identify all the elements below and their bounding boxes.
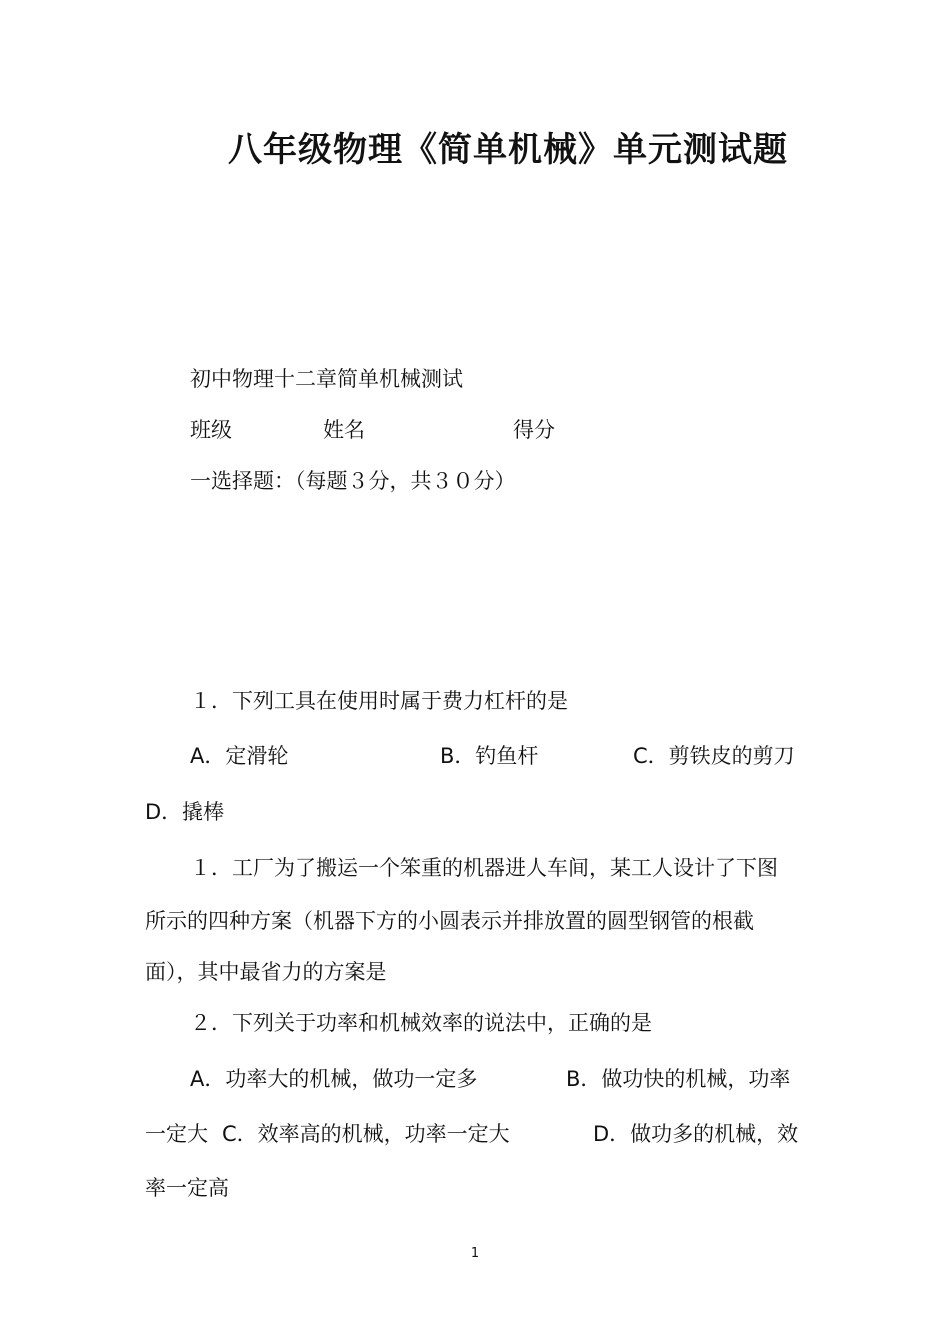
question-2-option-b: B．做功快的机械，功率	[566, 1067, 791, 1091]
question-2-option-d: D．做功多的机械，效	[593, 1122, 799, 1146]
question-1-option-a: A．定滑轮	[190, 744, 289, 768]
name-label: 姓名	[323, 418, 365, 442]
question-1-option-d: D．撬棒	[145, 800, 225, 824]
question-1b-line-2: 所示的四种方案（机器下方的小圆表示并排放置的圆型钢管的根截	[145, 909, 754, 933]
score-label: 得分	[513, 418, 555, 442]
class-label: 班级	[190, 418, 232, 442]
question-1b-line-3: 面），其中最省力的方案是	[145, 960, 387, 984]
question-1-option-b: B．钓鱼杆	[440, 744, 539, 768]
question-2-option-c: C．效率高的机械，功率一定大	[222, 1122, 510, 1146]
question-1-option-c: C．剪铁皮的剪刀	[633, 744, 795, 768]
page-number: 1	[470, 1246, 480, 1261]
question-1b-line-1: １．工厂为了搬运一个笨重的机器进人车间，某工人设计了下图	[190, 856, 778, 880]
section-heading: 一选择题：（每题３分，共３０分）	[190, 469, 516, 493]
question-2-option-a: A．功率大的机械，做功一定多	[190, 1067, 478, 1091]
question-2-option-d-cont: 率一定高	[145, 1176, 229, 1200]
subtitle: 初中物理十二章简单机械测试	[190, 367, 463, 391]
question-2-stem: ２．下列关于功率和机械效率的说法中，正确的是	[190, 1011, 652, 1035]
question-2-option-b-cont: 一定大	[145, 1122, 208, 1146]
question-1-stem: １．下列工具在使用时属于费力杠杆的是	[190, 689, 568, 713]
page-title: 八年级物理《简单机械》单元测试题	[228, 130, 788, 170]
